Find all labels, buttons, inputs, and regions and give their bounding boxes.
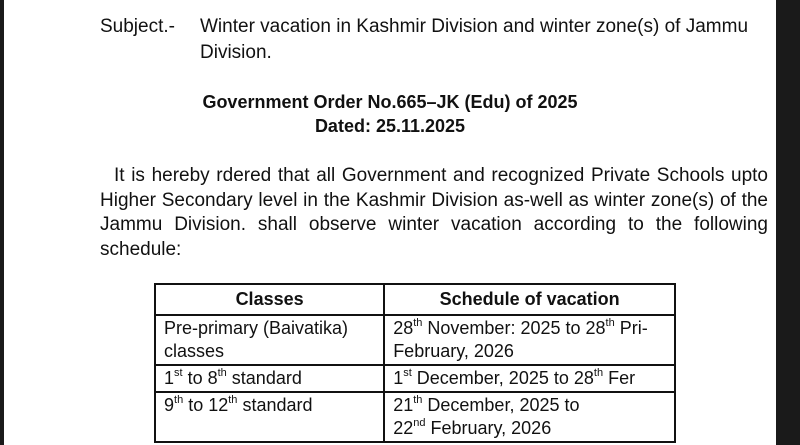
cell-classes: 9th to 12th standard <box>155 392 384 442</box>
cell-classes: Pre-primary (Baivatika) classes <box>155 315 384 365</box>
table-row <box>155 315 675 365</box>
header-classes: Classes <box>155 284 384 315</box>
vacation-schedule-table <box>154 283 676 443</box>
subject-text: Winter vacation in Kashmir Division and winter zone(s) of Jammu Division. <box>200 16 749 63</box>
cell-schedule: 1st December, 2025 to 28th Fer <box>384 365 675 392</box>
header-schedule: Schedule of vacation <box>384 284 675 315</box>
table-row <box>155 365 675 392</box>
document-page <box>4 0 776 445</box>
cell-classes: 1st to 8th standard <box>155 365 384 392</box>
table-header-row <box>155 284 675 315</box>
subject-label: Subject.- <box>100 16 175 37</box>
order-title: Government Order No.665–JK (Edu) of 2025 <box>202 92 578 112</box>
body-paragraph: It is hereby rdered that all Government and recognized Private Schools upto Higher Secondary level in the Kashmir Division as-well as winter zone(s) of the Jammu Division. shall observe winter vacation according to the following schedule: <box>100 165 768 260</box>
table-row <box>155 392 675 442</box>
order-date: Dated: 25.11.2025 <box>314 116 466 136</box>
cell-schedule: 28th November: 2025 to 28th Pri- February, 2026 <box>384 315 675 365</box>
cell-schedule: 21th December, 2025 to 22nd February, 2026 <box>384 392 675 442</box>
